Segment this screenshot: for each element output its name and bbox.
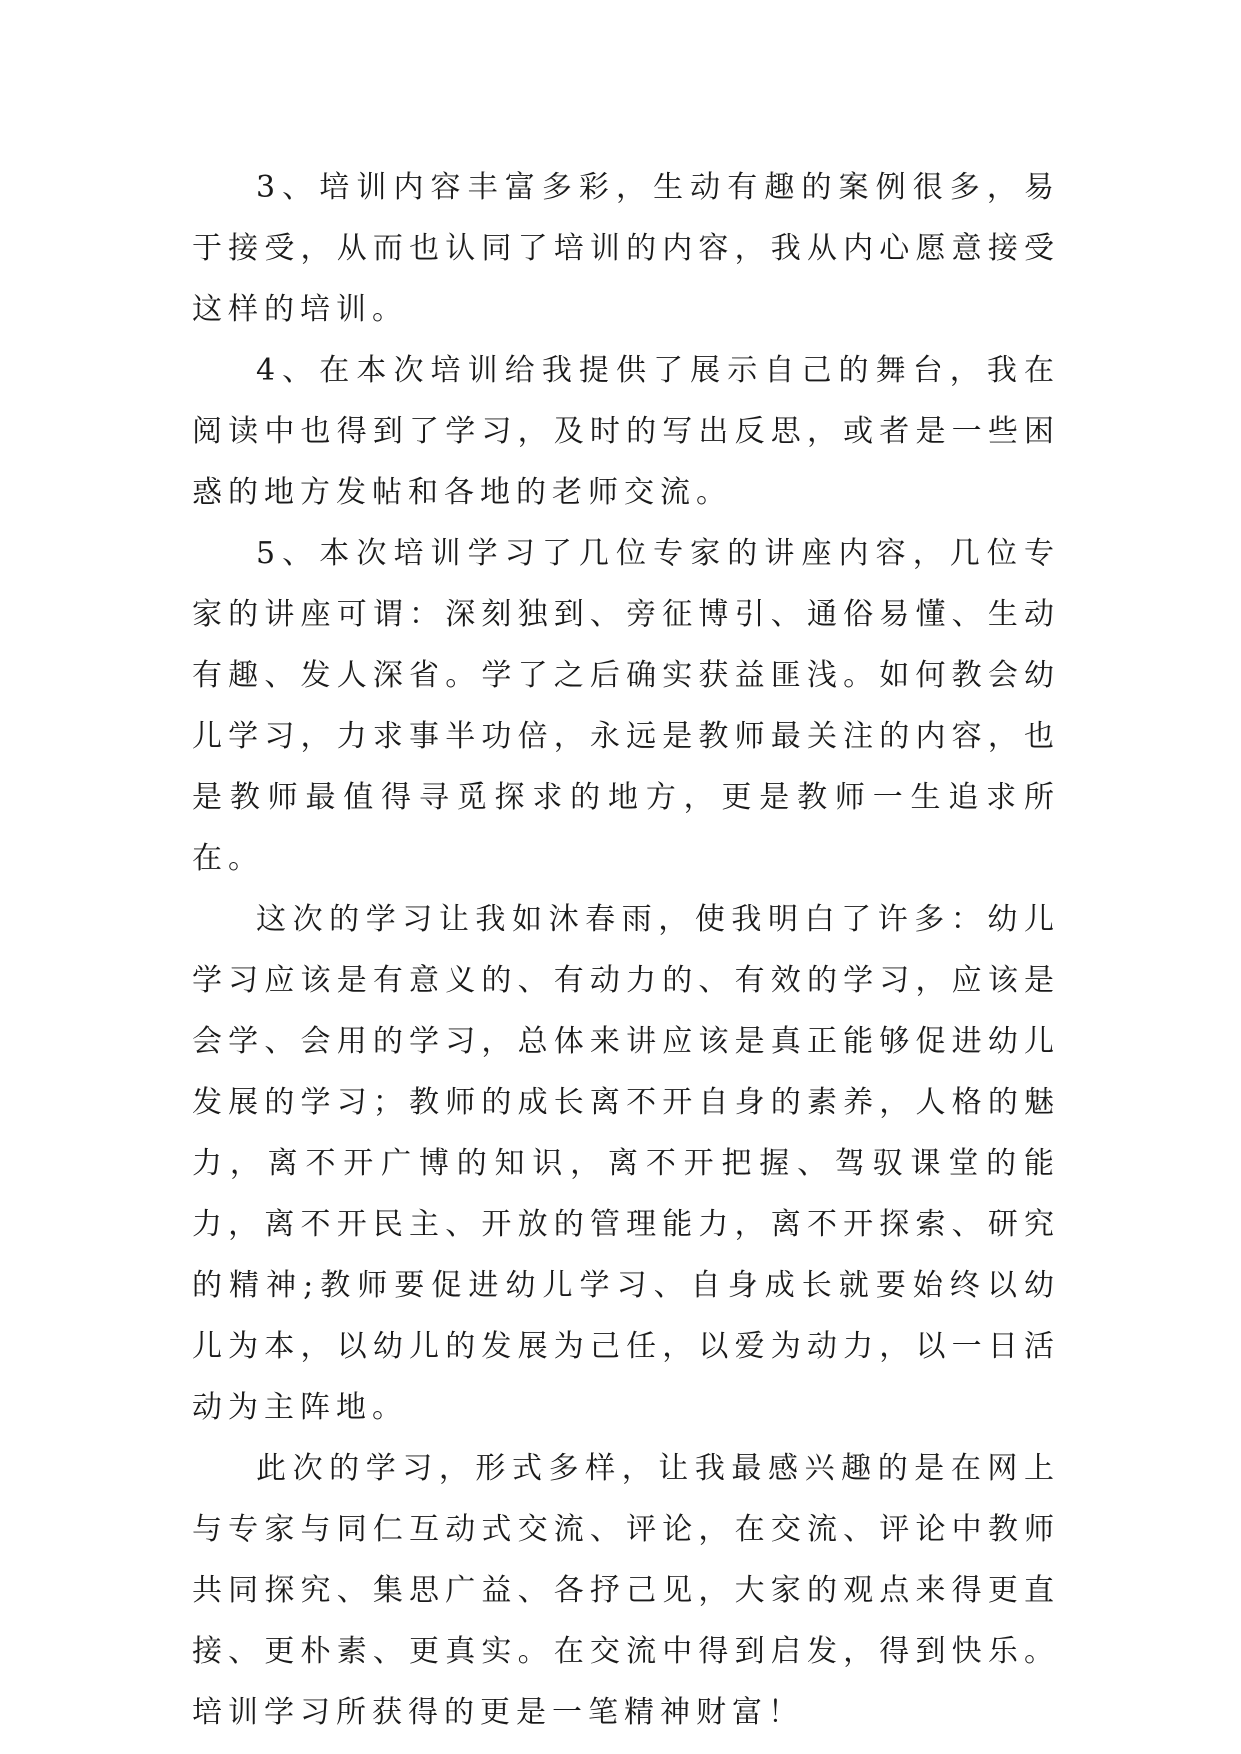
- document-body: [192, 157, 1060, 1743]
- paragraph-learning-format: 此次的学习，形式多样，让我最感兴趣的是在网上与专家与同仁互动式交流、评论，在交流、评论中教师共同探究、集思广益、各抒己见，大家的观点来得更直接、更朴素、更真实。在交流中得到启发，得到快乐。培训学习所获得的更是一笔精神财富！: [192, 1451, 1060, 1730]
- paragraph-item-3: 3、培训内容丰富多彩，生动有趣的案例很多，易于接受，从而也认同了培训的内容，我从内心愿意接受这样的培训。: [192, 170, 1060, 327]
- paragraph-item-4: 4、在本次培训给我提供了展示自己的舞台，我在阅读中也得到了学习，及时的写出反思，或者是一些困惑的地方发帖和各地的老师交流。: [192, 353, 1060, 510]
- paragraph-learning-reflection: 这次的学习让我如沐春雨，使我明白了许多：幼儿学习应该是有意义的、有动力的、有效的学习，应该是会学、会用的学习，总体来讲应该是真正能够促进幼儿发展的学习；教师的成长离不开自身的素养，人格的魅力，离不开广博的知识，离不开把握、驾驭课堂的能力，离不开民主、开放的管理能力，离不开探索、研究的精神;教师要促进幼儿学习、自身成长就要始终以幼儿为本，以幼儿的发展为己任，以爱为动力，以一日活动为主阵地。: [192, 902, 1060, 1425]
- paragraph-item-5: 5、本次培训学习了几位专家的讲座内容，几位专家的讲座可谓：深刻独到、旁征博引、通俗易懂、生动有趣、发人深省。学了之后确实获益匪浅。如何教会幼儿学习，力求事半功倍，永远是教师最关注的内容，也是教师最值得寻觅探求的地方，更是教师一生追求所在。: [192, 536, 1060, 876]
